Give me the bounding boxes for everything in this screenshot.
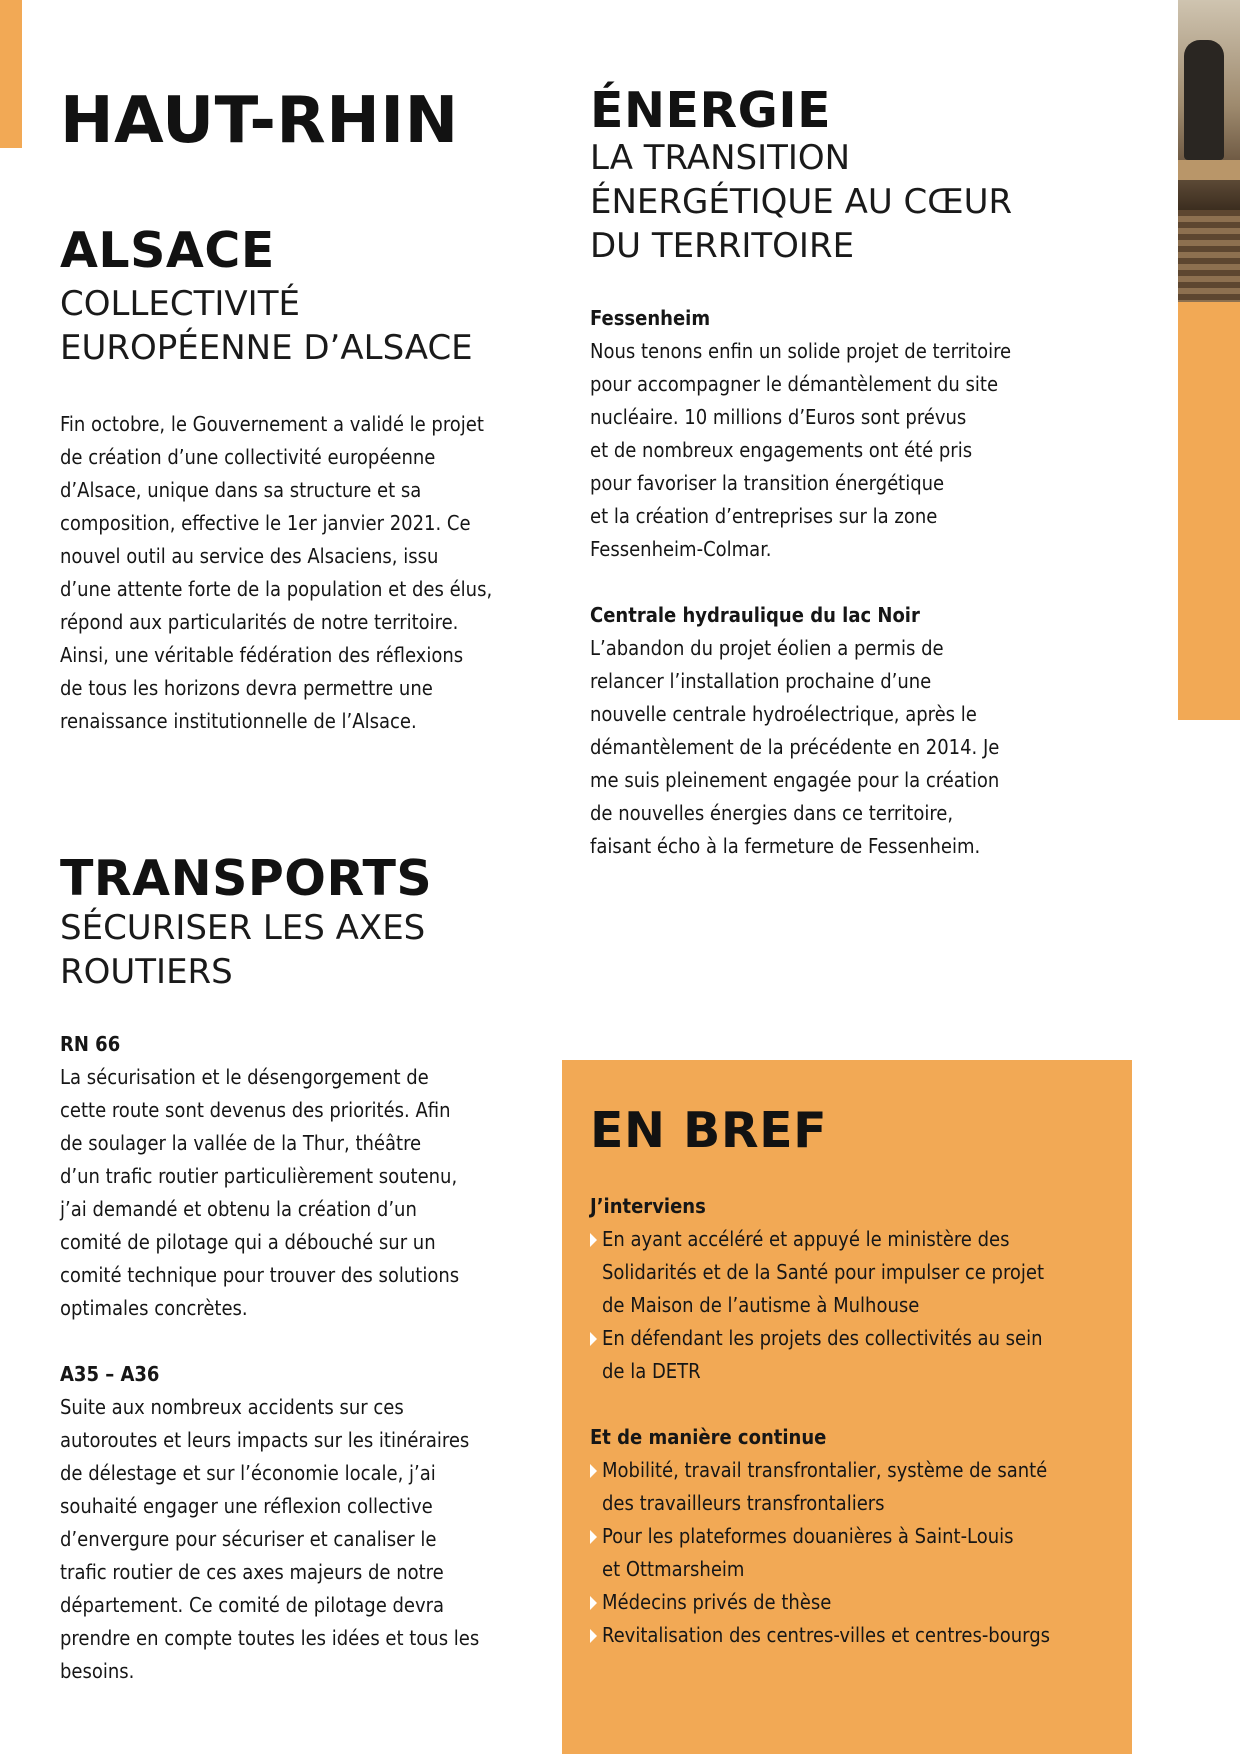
list-item — [590, 1520, 1110, 1586]
body-line: Ainsi, une véritable fédération des réflexions — [60, 643, 464, 667]
bullet-arrow-icon — [590, 1233, 597, 1247]
transports-section — [60, 852, 540, 1688]
transports-title: TRANSPORTS — [60, 850, 433, 907]
rn66-title: RN 66 — [60, 1032, 121, 1056]
energie-subtitle — [590, 136, 1110, 268]
body-line: besoins. — [60, 1659, 135, 1683]
continue-list — [590, 1454, 1110, 1652]
list-item — [590, 1223, 1110, 1322]
continue-block — [590, 1421, 1110, 1652]
interviens-list — [590, 1223, 1110, 1388]
list-item-line: de la DETR — [602, 1359, 701, 1383]
body-line: comité technique pour trouver des solutions — [60, 1263, 460, 1287]
fessenheim-block — [590, 302, 1110, 566]
bullet-arrow-icon — [590, 1332, 597, 1346]
body-line: de nouvelles énergies dans ce territoire, — [590, 801, 954, 825]
continue-title: Et de manière continue — [590, 1425, 827, 1449]
edge-accent-bar — [1178, 302, 1240, 720]
body-line: Fin octobre, le Gouvernement a validé le projet — [60, 412, 484, 436]
body-line: département. Ce comité de pilotage devra — [60, 1593, 445, 1617]
en-bref-section — [590, 1104, 1110, 1652]
rn66-block — [60, 1028, 540, 1325]
body-line: relancer l’installation prochaine d’une — [590, 669, 932, 693]
list-item-line: Solidarités et de la Santé pour impulser ce projet — [602, 1260, 1045, 1284]
fessenheim-title: Fessenheim — [590, 306, 711, 330]
list-item-line: Pour les plateformes douanières à Saint-Louis — [602, 1524, 1014, 1548]
energie-section — [590, 84, 1110, 863]
body-line: trafic routier de ces axes majeurs de notre — [60, 1560, 444, 1584]
body-line: nouvel outil au service des Alsaciens, issu — [60, 544, 439, 568]
energie-subtitle-line: ÉNERGÉTIQUE AU CŒUR — [590, 182, 1013, 222]
energie-title: ÉNERGIE — [590, 82, 832, 139]
body-line: démantèlement de la précédente en 2014. Je — [590, 735, 1000, 759]
energie-subtitle-line: DU TERRITOIRE — [590, 226, 855, 266]
interviens-block — [590, 1190, 1110, 1388]
body-line: et la création d’entreprises sur la zone — [590, 504, 938, 528]
body-line: faisant écho à la fermeture de Fessenheim. — [590, 834, 981, 858]
list-item — [590, 1586, 1110, 1619]
list-item — [590, 1454, 1110, 1520]
alsace-title: ALSACE — [60, 222, 275, 279]
body-line: d’un trafic routier particulièrement soutenu, — [60, 1164, 458, 1188]
body-line: de délestage et sur l’économie locale, j’ai — [60, 1461, 436, 1485]
body-line: de tous les horizons devra permettre une — [60, 676, 433, 700]
list-item — [590, 1322, 1110, 1388]
body-line: d’envergure pour sécuriser et canaliser le — [60, 1527, 437, 1551]
page-title: HAUT-RHIN — [60, 84, 459, 158]
bullet-arrow-icon — [590, 1530, 597, 1544]
body-line: souhaité engager une réflexion collective — [60, 1494, 433, 1518]
en-bref-title: EN BREF — [590, 1102, 828, 1159]
body-line: de création d’une collectivité européenne — [60, 445, 436, 469]
list-item-line: En ayant accéléré et appuyé le ministère des — [602, 1227, 1010, 1251]
list-item-line: Médecins privés de thèse — [602, 1590, 832, 1614]
list-item-line: des travailleurs transfrontaliers — [602, 1491, 885, 1515]
alsace-subtitle-line: EUROPÉENNE D’ALSACE — [60, 328, 473, 368]
energie-subtitle-line: LA TRANSITION — [590, 138, 851, 178]
alsace-subtitle-line: COLLECTIVITÉ — [60, 284, 300, 324]
body-line: composition, effective le 1er janvier 2021. Ce — [60, 511, 471, 535]
transports-subtitle-line: ROUTIERS — [60, 952, 233, 992]
body-line: pour accompagner le démantèlement du site — [590, 372, 999, 396]
edge-photo — [1178, 0, 1240, 302]
body-line: renaissance institutionnelle de l’Alsace. — [60, 709, 417, 733]
body-line: cette route sont devenus des priorités. Afin — [60, 1098, 451, 1122]
a35-title: A35 – A36 — [60, 1362, 160, 1386]
list-item — [590, 1619, 1110, 1652]
body-line: prendre en compte toutes les idées et tous les — [60, 1626, 480, 1650]
list-item-line: Revitalisation des centres-villes et centres-bourgs — [602, 1623, 1050, 1647]
body-line: Nous tenons enfin un solide projet de territoire — [590, 339, 1012, 363]
list-item-line: En défendant les projets des collectivités au sein — [602, 1326, 1043, 1350]
bullet-arrow-icon — [590, 1629, 597, 1643]
body-line: autoroutes et leurs impacts sur les itinéraires — [60, 1428, 470, 1452]
bullet-arrow-icon — [590, 1464, 597, 1478]
body-line: d’Alsace, unique dans sa structure et sa — [60, 478, 422, 502]
bullet-arrow-icon — [590, 1596, 597, 1610]
alsace-section — [60, 224, 540, 738]
transports-subtitle-line: SÉCURISER LES AXES — [60, 908, 426, 948]
body-line: nucléaire. 10 millions d’Euros sont prévus — [590, 405, 967, 429]
list-item-line: et Ottmarsheim — [602, 1557, 745, 1581]
body-line: répond aux particularités de notre territoire. — [60, 610, 459, 634]
body-line: et de nombreux engagements ont été pris — [590, 438, 973, 462]
body-line: La sécurisation et le désengorgement de — [60, 1065, 429, 1089]
interviens-title: J’interviens — [590, 1194, 706, 1218]
list-item-line: de Maison de l’autisme à Mulhouse — [602, 1293, 920, 1317]
alsace-subtitle — [60, 282, 540, 370]
body-line: nouvelle centrale hydroélectrique, après le — [590, 702, 977, 726]
body-line: Fessenheim-Colmar. — [590, 537, 772, 561]
body-line: d’une attente forte de la population et des élus, — [60, 577, 493, 601]
body-line: optimales concrètes. — [60, 1296, 248, 1320]
alsace-body — [60, 408, 540, 738]
transports-subtitle — [60, 906, 540, 994]
body-line: de soulager la vallée de la Thur, théâtre — [60, 1131, 422, 1155]
a35-block — [60, 1358, 540, 1688]
lac-noir-title: Centrale hydraulique du lac Noir — [590, 603, 920, 627]
body-line: me suis pleinement engagée pour la création — [590, 768, 1000, 792]
body-line: Suite aux nombreux accidents sur ces — [60, 1395, 404, 1419]
body-line: pour favoriser la transition énergétique — [590, 471, 945, 495]
left-accent-bar — [0, 0, 22, 148]
lac-noir-block — [590, 599, 1110, 863]
body-line: L’abandon du projet éolien a permis de — [590, 636, 944, 660]
list-item-line: Mobilité, travail transfrontalier, système de santé — [602, 1458, 1048, 1482]
body-line: comité de pilotage qui a débouché sur un — [60, 1230, 436, 1254]
body-line: j’ai demandé et obtenu la création d’un — [60, 1197, 417, 1221]
